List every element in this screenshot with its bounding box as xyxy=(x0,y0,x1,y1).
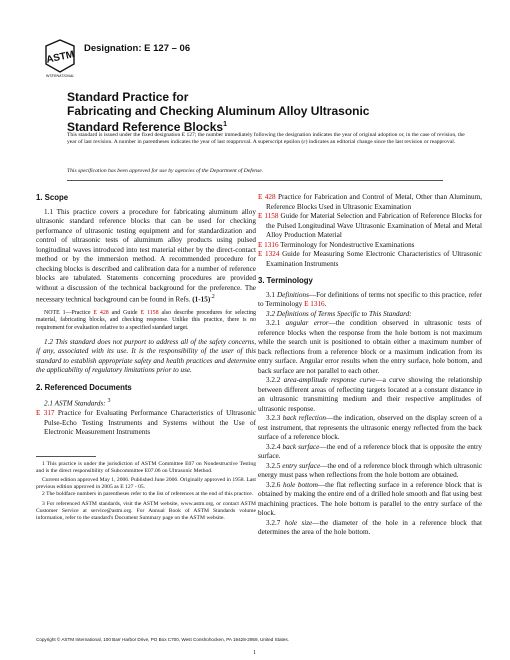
paragraph-1-2: 1.2 This standard does not purport to address all of the safety concerns, if any, associated with its use. It is the responsibility of the user of this standard to establish appropriate safety and health practices and determine the applicability of regulatory limitations prior to use. xyxy=(36,337,256,375)
right-column xyxy=(258,193,482,538)
link-e1316-ref[interactable]: E 1316 xyxy=(258,240,279,249)
ref-e317: E 317 Practice for Evaluating Performance Characteristics of Ultrasonic Pulse-Echo Testing Instruments and Systems without the Use of Electronic Measurement Instruments xyxy=(36,409,257,437)
astm-standards-label: 2.1 ASTM Standards: $^3$ xyxy=(44,398,111,408)
link-e1158-ref[interactable]: E 1158 xyxy=(258,212,279,220)
term-3-2-7: 3.2.7 hole size—the diameter of the hole in a reference block that determines the area of the hole bottom. xyxy=(258,518,482,536)
referenced-documents-heading: 2. Referenced Documents xyxy=(36,382,132,392)
title-line-2: Fabricating and Checking Aluminum Alloy Ultrasonic xyxy=(67,103,370,118)
document-title xyxy=(67,91,487,135)
svg-text:INTERNATIONAL: INTERNATIONAL xyxy=(45,74,75,78)
paragraph-1-1: 1.1 This practice covers a procedure for fabricating aluminum alloy ultrasonic standard reference blocks that can be used for checking performance of ultrasonic testing equipment and for standardization and control of ultrasonic tests of aluminum alloy products using pulsed longitudinal waves introduced into test material either by the direct-contact method or by the immersion method. A recommended procedure for checking blocks is described and calibration data for a number of reference blocks are tabulated. Statements concerning procedures are provided without a discussion of the technical background for the preference. The necessary technical background can be found in Refs. $(1-15)^{.2}$ xyxy=(36,207,256,304)
header-divider xyxy=(67,180,443,181)
footnote-3: 3 For referenced ASTM standards, visit the ASTM website, www.astm.org, or contact ASTM Customer Service at service@astm.org. For Annual Book of ASTM Standards volume information, refer to the standard's Document Summary page on the ASTM website. xyxy=(36,500,256,521)
paragraph-3-2: 3.2 Definitions of Terms Specific to This Standard: xyxy=(266,309,412,318)
term-3-2-4: 3.2.4 back surface—the end of a reference block that is opposite the entry surface. xyxy=(258,442,482,460)
page-number: 1 xyxy=(253,650,256,656)
link-e1316[interactable]: E 1316 xyxy=(304,300,325,308)
footnote-divider xyxy=(36,456,96,457)
footnote-1: 1 This practice is under the jurisdiction of ASTM Committee E07 on Nondestructive Testing and is the direct responsibility of Subcommittee E07.06 on Ultrasonic Method. xyxy=(36,460,256,474)
link-e428-ref[interactable]: E 428 xyxy=(258,193,276,201)
ref-e1316: E 1316 Terminology for Nondestructive Examinations xyxy=(258,240,415,249)
term-3-2-1: 3.2.1 angular error—the condition observed in ultrasonic tests of reference blocks when the response from the hole bottom is not maximum while the search unit is positioned to obtain either a maximum number of back reflections from a reference block or a maximum indication from its entry surface. Angular error results when the entry surface, hole bottom, and back surface are not parallel to each other. xyxy=(258,319,483,375)
term-3-2-5: 3.2.5 entry surface—the end of a reference block through which ultrasonic energy must pass when reflections from the hole bottom are obtained. xyxy=(258,461,483,479)
scope-heading: 1. Scope xyxy=(36,193,69,202)
copyright-footer: Copyright © ASTM International, 100 Barr Harbor Drive, PO Box C700, West Conshohocken, PA 19428-2959, United States. xyxy=(36,637,289,642)
link-e428[interactable]: E 428 xyxy=(93,309,109,316)
ref-e1158: E 1158 Guide for Material Selection and Fabrication of Reference Blocks for the Pulsed Longitudinal Wave Ultrasonic Examination of Metal and Metal Alloy Production Material xyxy=(258,212,483,239)
title-line-3: Standard Reference Blocks$^1$ xyxy=(67,120,227,134)
ref-e428: E 428 Practice for Fabrication and Control of Metal, Other than Aluminum, Reference Blocks Used in Ultrasonic Examination xyxy=(258,193,483,211)
standard-issue-note: This standard is issued under the fixed designation E 127; the number immediately following the designation indicates the year of original adoption or, in the case of revision, the year of last revision. A number in parentheses indicates the year of last reapproval. A superscript epsilon (ε) indicates an editorial change since the last revision or reapproval. xyxy=(67,132,465,146)
term-3-2-2: 3.2.2 area-amplitude response curve—a curve showing the relationship between different areas of reflecting targets located at a constant distance in an ultrasonic transmitting medium and their respective amplitudes of ultrasonic response. xyxy=(258,376,483,413)
paragraph-3-1: 3.1 Definitions—For definitions of terms not specific to this practice, refer to Terminology E 1316. xyxy=(258,290,483,308)
svg-text:ASTM: ASTM xyxy=(45,49,76,66)
left-column xyxy=(36,193,256,522)
footnote-edition: Current edition approved May 1, 2006. Published June 2006. Originally approved in 1958. Last previous edition approved in 2005 as E 127 - 05. xyxy=(36,476,256,491)
astm-logo xyxy=(42,38,78,78)
dod-approval-note: This specification has been approved for use by agencies of the Department of Defense. xyxy=(67,168,264,174)
link-e1158[interactable]: E 1158 xyxy=(140,309,159,316)
term-3-2-3: 3.2.3 back reflection—the indication, observed on the display screen of a test instrument, that represents the ultrasonic energy reflected from the back surface of a reference block. xyxy=(258,414,482,441)
term-3-2-6: 3.2.6 hole bottom—the flat reflecting surface in a reference block that is obtained by making the entire end of a drilled hole smooth and flat using best machining practices. The hole bottom is parallel to the entry surface of the block. xyxy=(258,480,482,517)
title-line-1: Standard Practice for xyxy=(67,90,189,104)
terminology-heading: 3. Terminology xyxy=(258,276,313,285)
note-1: NOTE 1—Practice E 428 and Guide E 1158 also describe procedures for selecting material, fabricating blocks, and checking response. Unlike this practice, there is no requirement for evaluation relative to a specified standard target. xyxy=(36,309,256,332)
ref-e1324: E 1324 Guide for Measuring Some Electronic Characteristics of Ultrasonic Examination Instruments xyxy=(258,250,482,268)
link-e1324-ref[interactable]: E 1324 xyxy=(258,250,280,258)
link-e317[interactable]: E 317 xyxy=(36,409,55,418)
footnote-2: 2 The boldface numbers in parentheses refer to the list of references at the end of this practice. xyxy=(42,491,254,498)
designation: Designation: E 127 – 06 xyxy=(84,43,191,54)
